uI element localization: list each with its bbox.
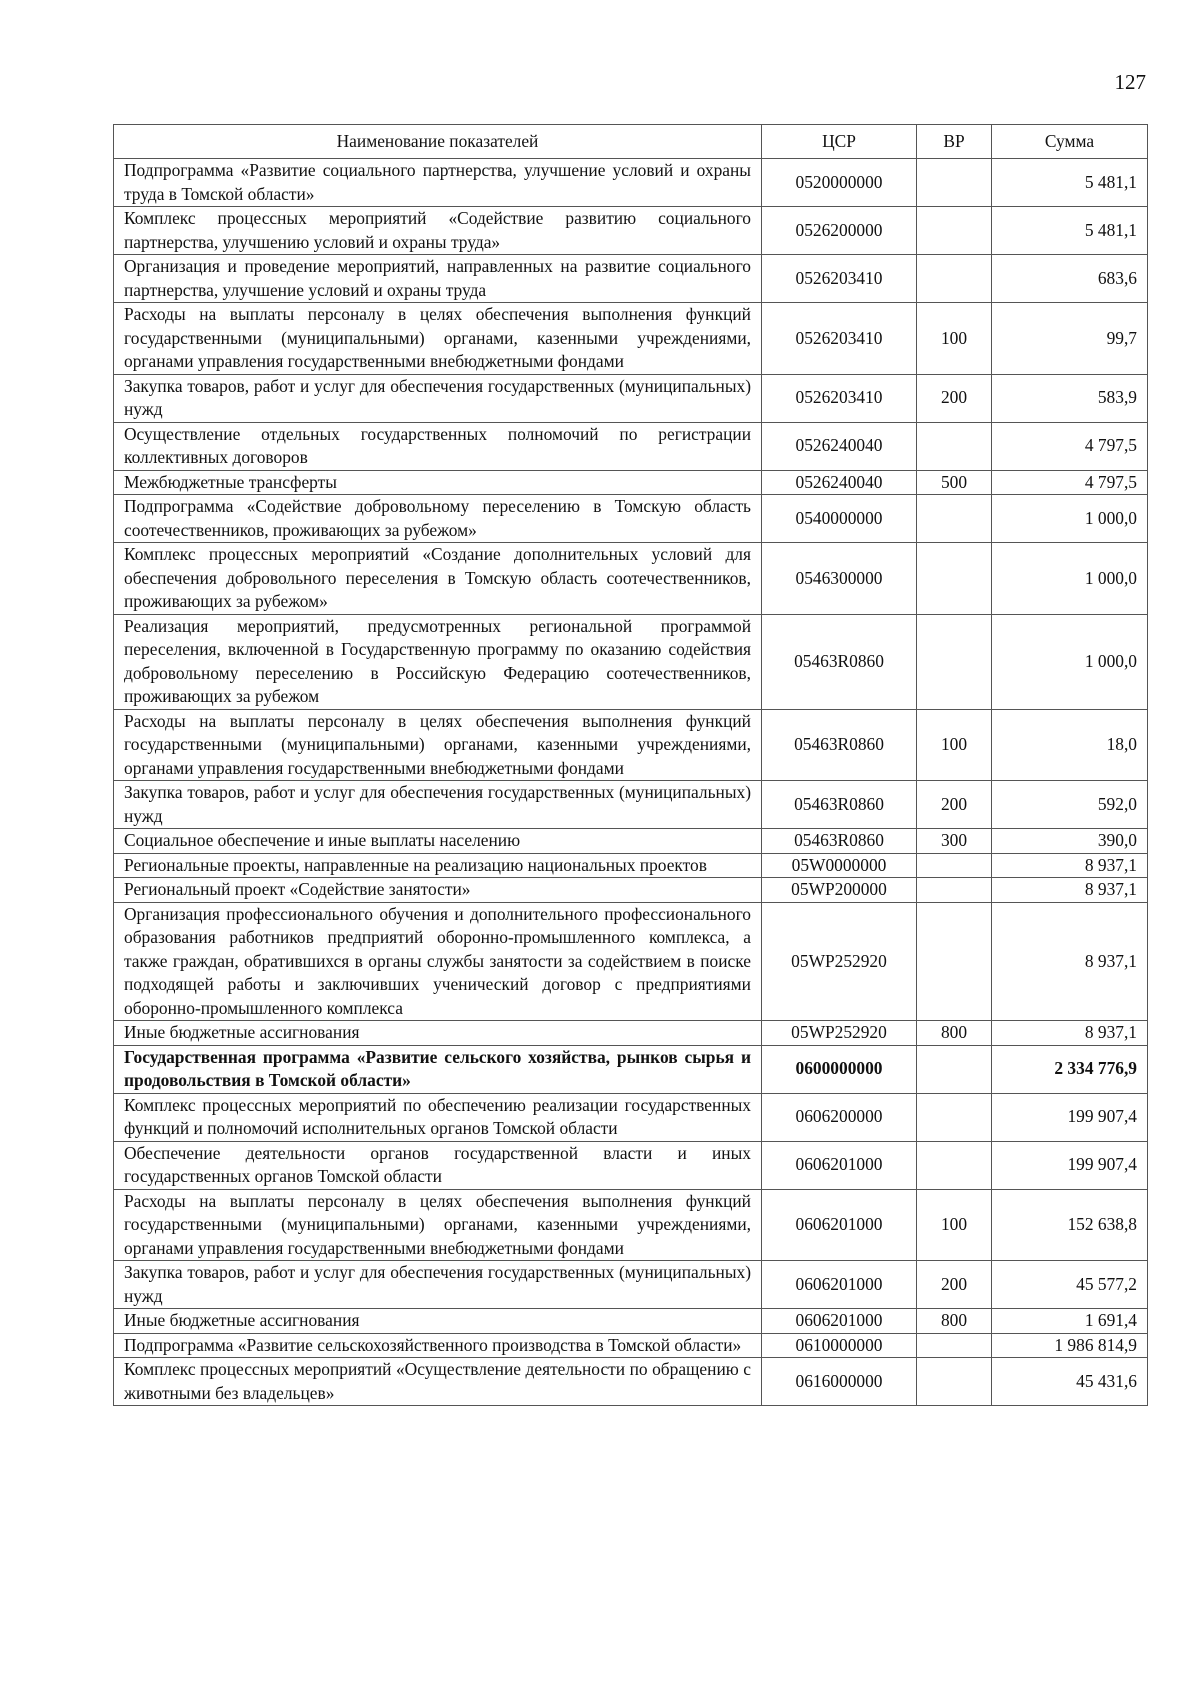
cell-csr: 0526203410 (762, 303, 917, 375)
cell-name: Социальное обеспечение и иные выплаты населению (114, 829, 762, 854)
table-body (114, 159, 1148, 1406)
cell-name: Закупка товаров, работ и услуг для обеспечения государственных (муниципальных) нужд (114, 1261, 762, 1309)
table-row (114, 1093, 1148, 1141)
cell-name: Комплекс процессных мероприятий по обеспечению реализации государственных функций и полномочий исполнительных органов Томской области (114, 1093, 762, 1141)
cell-sum: 1 000,0 (992, 543, 1148, 615)
cell-name: Государственная программа «Развитие сельского хозяйства, рынков сырья и продовольствия в Томской области» (114, 1045, 762, 1093)
cell-vr (917, 1333, 992, 1358)
table-row (114, 1045, 1148, 1093)
cell-vr: 200 (917, 1261, 992, 1309)
cell-name: Иные бюджетные ассигнования (114, 1309, 762, 1334)
cell-vr (917, 1093, 992, 1141)
cell-name: Закупка товаров, работ и услуг для обеспечения государственных (муниципальных) нужд (114, 374, 762, 422)
cell-vr: 100 (917, 303, 992, 375)
cell-sum: 199 907,4 (992, 1141, 1148, 1189)
cell-sum: 45 577,2 (992, 1261, 1148, 1309)
table-row (114, 902, 1148, 1021)
table-row (114, 303, 1148, 375)
cell-sum: 4 797,5 (992, 422, 1148, 470)
cell-sum: 99,7 (992, 303, 1148, 375)
cell-vr (917, 422, 992, 470)
header-sum: Сумма (992, 125, 1148, 159)
table-row (114, 781, 1148, 829)
header-csr: ЦСР (762, 125, 917, 159)
cell-name: Расходы на выплаты персоналу в целях обеспечения выполнения функций государственными (муниципальными) органами, казенными учреждениями, органами управления государственными внебюджетными фондами (114, 709, 762, 781)
cell-vr (917, 255, 992, 303)
cell-sum: 18,0 (992, 709, 1148, 781)
table-row (114, 1141, 1148, 1189)
table-row (114, 1309, 1148, 1334)
cell-vr: 800 (917, 1309, 992, 1334)
cell-name: Региональные проекты, направленные на реализацию национальных проектов (114, 853, 762, 878)
cell-name: Организация и проведение мероприятий, направленных на развитие социального партнерства, улучшение условий и охраны труда (114, 255, 762, 303)
budget-table (113, 124, 1148, 1406)
cell-csr: 0606201000 (762, 1309, 917, 1334)
cell-csr: 0610000000 (762, 1333, 917, 1358)
cell-vr (917, 853, 992, 878)
cell-csr: 0526240040 (762, 422, 917, 470)
cell-name: Расходы на выплаты персоналу в целях обеспечения выполнения функций государственными (муниципальными) органами, казенными учреждениями, органами управления государственными внебюджетными фондами (114, 303, 762, 375)
cell-vr (917, 1141, 992, 1189)
cell-csr: 0546300000 (762, 543, 917, 615)
cell-csr: 05463R0860 (762, 614, 917, 709)
cell-csr: 0526203410 (762, 255, 917, 303)
table-row (114, 878, 1148, 903)
header-name: Наименование показателей (114, 125, 762, 159)
cell-name: Региональный проект «Содействие занятости» (114, 878, 762, 903)
cell-sum: 1 691,4 (992, 1309, 1148, 1334)
table-row (114, 495, 1148, 543)
table-row (114, 543, 1148, 615)
cell-csr: 0616000000 (762, 1358, 917, 1406)
page-number: 127 (1114, 70, 1146, 94)
cell-sum: 8 937,1 (992, 878, 1148, 903)
cell-sum: 583,9 (992, 374, 1148, 422)
cell-sum: 8 937,1 (992, 902, 1148, 1021)
cell-vr (917, 495, 992, 543)
cell-sum: 1 986 814,9 (992, 1333, 1148, 1358)
cell-name: Подпрограмма «Содействие добровольному переселению в Томскую область соотечественников, проживающих за рубежом» (114, 495, 762, 543)
table-row (114, 470, 1148, 495)
cell-csr: 05463R0860 (762, 781, 917, 829)
cell-csr: 0600000000 (762, 1045, 917, 1093)
cell-vr: 500 (917, 470, 992, 495)
cell-vr (917, 543, 992, 615)
cell-vr (917, 159, 992, 207)
cell-csr: 05W0000000 (762, 853, 917, 878)
cell-name: Подпрограмма «Развитие социального партнерства, улучшение условий и охраны труда в Томской области» (114, 159, 762, 207)
cell-csr: 05463R0860 (762, 829, 917, 854)
cell-vr (917, 207, 992, 255)
table-row (114, 614, 1148, 709)
cell-sum: 8 937,1 (992, 853, 1148, 878)
cell-sum: 4 797,5 (992, 470, 1148, 495)
table-row (114, 1333, 1148, 1358)
cell-csr: 0606201000 (762, 1189, 917, 1261)
cell-name: Реализация мероприятий, предусмотренных региональной программой переселения, включенной в Государственную программу по оказанию содействия добровольному переселению в Российскую Федерацию соотечественников, проживающих за рубежом (114, 614, 762, 709)
cell-sum: 199 907,4 (992, 1093, 1148, 1141)
cell-vr (917, 614, 992, 709)
cell-vr (917, 1045, 992, 1093)
cell-name: Закупка товаров, работ и услуг для обеспечения государственных (муниципальных) нужд (114, 781, 762, 829)
cell-name: Комплекс процессных мероприятий «Содействие развитию социального партнерства, улучшению условий и охраны труда» (114, 207, 762, 255)
cell-vr: 800 (917, 1021, 992, 1046)
table-row (114, 1021, 1148, 1046)
table-row (114, 255, 1148, 303)
table-row (114, 1358, 1148, 1406)
cell-vr: 300 (917, 829, 992, 854)
cell-csr: 05WP252920 (762, 902, 917, 1021)
table-header-row (114, 125, 1148, 159)
cell-vr (917, 1358, 992, 1406)
cell-sum: 1 000,0 (992, 495, 1148, 543)
cell-name: Подпрограмма «Развитие сельскохозяйственного производства в Томской области» (114, 1333, 762, 1358)
cell-vr (917, 902, 992, 1021)
cell-csr: 0520000000 (762, 159, 917, 207)
header-vr: ВР (917, 125, 992, 159)
cell-csr: 0540000000 (762, 495, 917, 543)
cell-sum: 1 000,0 (992, 614, 1148, 709)
table-row (114, 709, 1148, 781)
cell-sum: 2 334 776,9 (992, 1045, 1148, 1093)
cell-name: Осуществление отдельных государственных полномочий по регистрации коллективных договоров (114, 422, 762, 470)
cell-csr: 0606200000 (762, 1093, 917, 1141)
cell-vr: 200 (917, 781, 992, 829)
cell-sum: 5 481,1 (992, 159, 1148, 207)
cell-name: Иные бюджетные ассигнования (114, 1021, 762, 1046)
table-row (114, 374, 1148, 422)
cell-csr: 05WP200000 (762, 878, 917, 903)
table-row (114, 422, 1148, 470)
cell-vr: 100 (917, 1189, 992, 1261)
cell-name: Организация профессионального обучения и дополнительного профессионального образования работников предприятий оборонно-промышленного комплекса, а также граждан, обратившихся в органы службы занятости за содействием в поиске подходящей работы и заключивших ученический договор с предприятиями оборонно-промышленного комплекса (114, 902, 762, 1021)
cell-csr: 0526203410 (762, 374, 917, 422)
cell-sum: 390,0 (992, 829, 1148, 854)
cell-sum: 5 481,1 (992, 207, 1148, 255)
cell-csr: 05463R0860 (762, 709, 917, 781)
cell-vr: 200 (917, 374, 992, 422)
table-row (114, 829, 1148, 854)
cell-sum: 45 431,6 (992, 1358, 1148, 1406)
cell-vr (917, 878, 992, 903)
table-row (114, 159, 1148, 207)
cell-name: Межбюджетные трансферты (114, 470, 762, 495)
table-row (114, 207, 1148, 255)
cell-csr: 0606201000 (762, 1261, 917, 1309)
table-row (114, 853, 1148, 878)
cell-sum: 152 638,8 (992, 1189, 1148, 1261)
cell-sum: 683,6 (992, 255, 1148, 303)
table-row (114, 1261, 1148, 1309)
cell-csr: 0606201000 (762, 1141, 917, 1189)
cell-name: Обеспечение деятельности органов государственной власти и иных государственных органов Томской области (114, 1141, 762, 1189)
cell-csr: 0526240040 (762, 470, 917, 495)
cell-name: Расходы на выплаты персоналу в целях обеспечения выполнения функций государственными (муниципальными) органами, казенными учреждениями, органами управления государственными внебюджетными фондами (114, 1189, 762, 1261)
cell-sum: 8 937,1 (992, 1021, 1148, 1046)
cell-sum: 592,0 (992, 781, 1148, 829)
cell-name: Комплекс процессных мероприятий «Создание дополнительных условий для обеспечения добровольного переселения в Томскую область соотечественников, проживающих за рубежом» (114, 543, 762, 615)
cell-csr: 0526200000 (762, 207, 917, 255)
cell-name: Комплекс процессных мероприятий «Осуществление деятельности по обращению с животными без владельцев» (114, 1358, 762, 1406)
table-row (114, 1189, 1148, 1261)
cell-vr: 100 (917, 709, 992, 781)
cell-csr: 05WP252920 (762, 1021, 917, 1046)
